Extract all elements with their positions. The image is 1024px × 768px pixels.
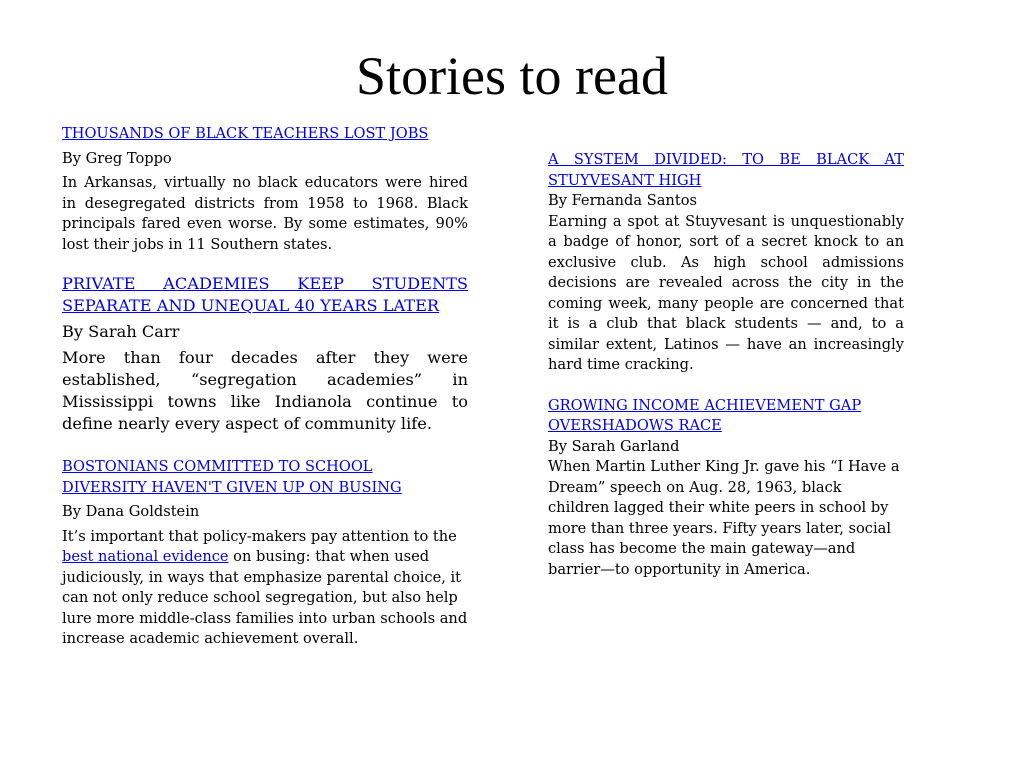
story-stuyvesant (548, 150, 904, 376)
headline-line: STUYVESANT HIGH (548, 171, 702, 189)
story-income-gap (548, 396, 904, 581)
story-bostonians-busing (62, 457, 468, 650)
story-summary: In Arkansas, virtually no black educators were hired in desegregated districts from 1958 to 1968. Black principals fared even worse. By some estimates, 90% lost their jobs in 11 Southern states. (62, 174, 468, 253)
story-summary: Earning a spot at Stuyvesant is unquestionably a badge of honor, sort of a secret knock to an exclusive club. As high school admissions decisions are revealed across the city in the coming week, many people are concerned that it is a club that black students — and, to a similar extent, Latinos — have an increasingly hard time cracking. (548, 212, 904, 373)
story-byline: By Dana Goldstein (62, 503, 200, 520)
story-byline: By Sarah Carr (62, 322, 180, 341)
headline-line: DIVERSITY HAVEN'T GIVEN UP ON BUSING (62, 478, 402, 496)
story-byline: By Greg Toppo (62, 149, 172, 167)
story-summary: More than four decades after they were established, “segregation academies” in Mississippi towns like Indianola continue to define nearly every aspect of community life. (62, 348, 468, 433)
headline-line: A SYSTEM DIVIDED: TO BE BLACK AT (548, 151, 904, 168)
story-byline: By Fernanda Santos (548, 192, 697, 209)
headline-line: SEPARATE AND UNEQUAL 40 YEARS LATER (62, 296, 440, 315)
story-headline-link[interactable]: THOUSANDS OF BLACK TEACHERS LOST JOBS (62, 125, 429, 142)
story-summary (62, 527, 468, 650)
left-column (62, 124, 468, 650)
story-headline-link[interactable] (548, 396, 904, 437)
story-headline-link[interactable] (62, 457, 468, 498)
summary-text: on busing: that when used judiciously, in ways that emphasize parental choice, it can not only reduce school segregation, but also help lure more middle-class families into urban schools and increase academic achievement overall. (62, 548, 468, 647)
headline-line: OVERSHADOWS RACE (548, 417, 722, 434)
page-title: Stories to read (356, 46, 668, 106)
best-national-evidence-link[interactable]: best national evidence (62, 548, 229, 565)
story-headline-link[interactable] (62, 273, 468, 317)
headline-line: GROWING INCOME ACHIEVEMENT GAP (548, 396, 862, 414)
right-column (548, 150, 904, 580)
story-black-teachers (62, 124, 468, 255)
headline-line: BOSTONIANS COMMITTED TO SCHOOL (62, 458, 373, 475)
story-summary: When Martin Luther King Jr. gave his “I Have a Dream” speech on Aug. 28, 1963, black children lagged their white peers in school by more than three years. Fifty years later, social class has become the main gateway—and barrier—to opportunity in America. (548, 458, 900, 578)
story-private-academies (62, 273, 468, 435)
headline-line: PRIVATE ACADEMIES KEEP STUDENTS (62, 274, 468, 293)
story-byline: By Sarah Garland (548, 437, 680, 455)
story-headline-link[interactable] (548, 150, 904, 191)
summary-text: It’s important that policy-makers pay attention to the (62, 527, 457, 545)
